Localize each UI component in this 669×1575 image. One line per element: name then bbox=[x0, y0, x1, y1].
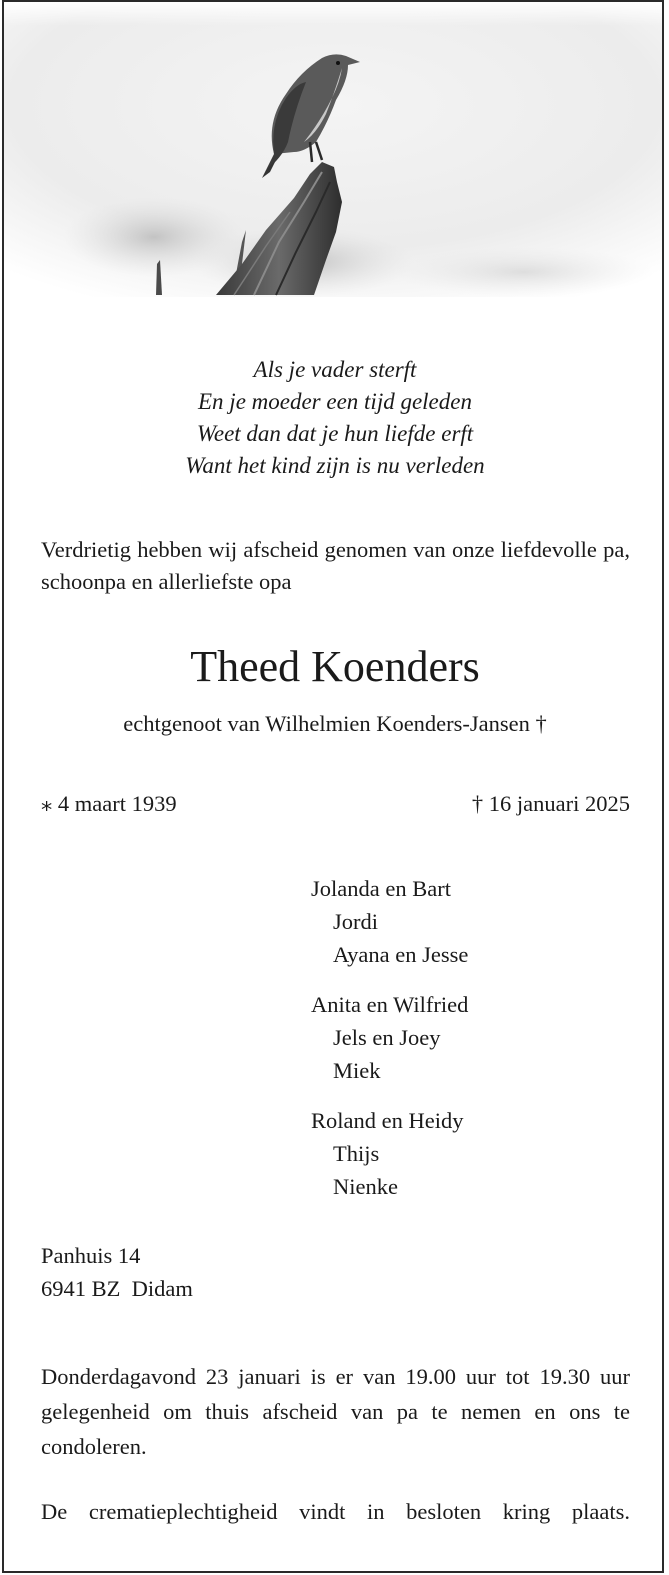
family-child: Ayana en Jesse bbox=[333, 942, 469, 967]
address-street: Panhuis 14 bbox=[41, 1243, 141, 1268]
family-child: Miek bbox=[333, 1058, 381, 1083]
address-city: 6941 BZ Didam bbox=[41, 1276, 193, 1301]
family-child: Nienke bbox=[333, 1174, 398, 1199]
poem-line: Want het kind zijn is nu verleden bbox=[185, 453, 485, 478]
header-photo bbox=[4, 2, 664, 297]
family-parents: Roland en Heidy bbox=[311, 1108, 464, 1133]
bird-on-post-image bbox=[4, 2, 664, 297]
visit-text: Donderdagavond 23 januari is er van 19.00 uur tot 19.30 uur gelegenheid om thuis afscheid van pa te nemen en ons te condoleren. bbox=[41, 1364, 630, 1459]
family-child: Thijs bbox=[333, 1141, 380, 1166]
family-parents: Jolanda en Bart bbox=[311, 876, 451, 901]
address-block bbox=[41, 1239, 193, 1305]
family-group bbox=[311, 1104, 651, 1203]
family-child: Jordi bbox=[333, 909, 378, 934]
poem-line: Weet dan dat je hun liefde erft bbox=[196, 421, 474, 446]
family-parents: Anita en Wilfried bbox=[311, 992, 469, 1017]
family-list bbox=[311, 872, 651, 1220]
cremation-text: De crematieplechtigheid vindt in besloten kring plaats. bbox=[41, 1499, 630, 1524]
poem-line: En je moeder een tijd geleden bbox=[198, 389, 472, 414]
family-group bbox=[311, 988, 651, 1087]
birth-date: ⁎ 4 maart 1939 bbox=[41, 791, 177, 816]
poem-line: Als je vader sterft bbox=[253, 357, 417, 382]
intro-text: Verdrietig hebben wij afscheid genomen van onze liefdevolle pa, schoonpa en allerliefste opa bbox=[41, 537, 630, 594]
notice-frame bbox=[2, 0, 664, 1573]
family-group bbox=[311, 872, 651, 971]
poem bbox=[4, 354, 664, 482]
deceased-name: Theed Koenders bbox=[190, 642, 480, 691]
family-child: Jels en Joey bbox=[333, 1025, 441, 1050]
death-date: † 16 januari 2025 bbox=[471, 791, 630, 816]
spouse-line: echtgenoot van Wilhelmien Koenders-Jansen † bbox=[123, 711, 547, 736]
